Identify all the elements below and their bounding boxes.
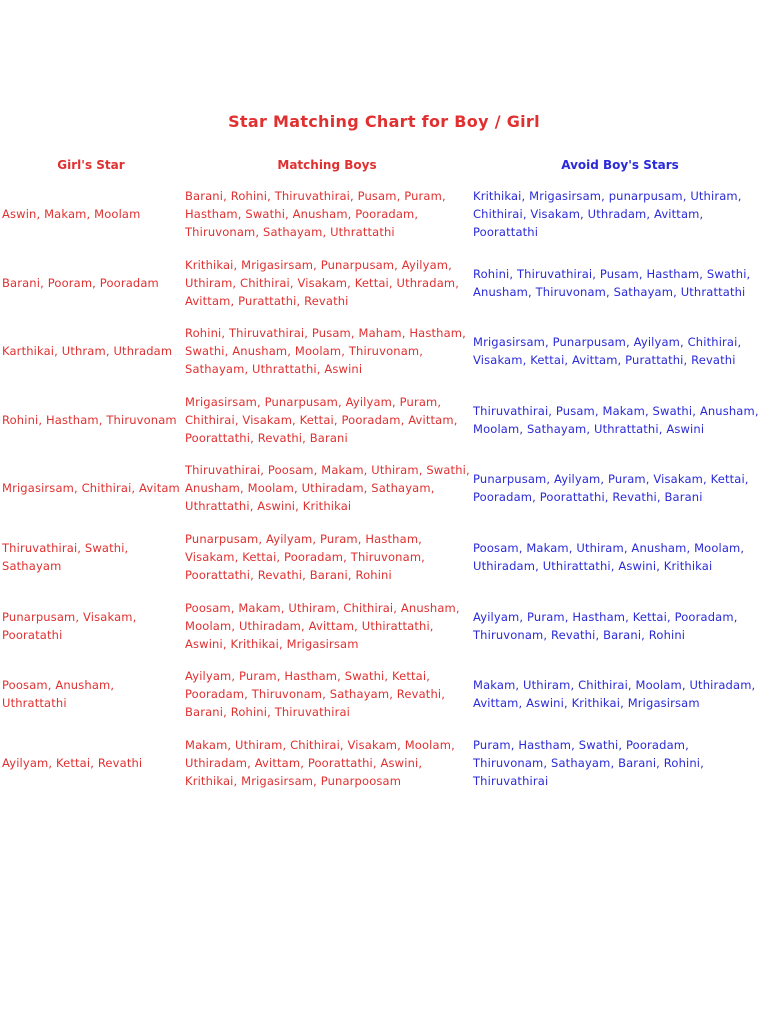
- girls-star-cell: Barani, Pooram, Pooradam: [2, 275, 159, 290]
- avoid-boys-cell: Rohini, Thiruvathirai, Pusam, Hastham, Swathi, Anusham, Thiruvonam, Sathayam, Uthrattathi: [473, 266, 751, 299]
- matching-boys-cell: Poosam, Makam, Uthiram, Chithirai, Anusham, Moolam, Uthiradam, Avittam, Uthirattathi, Aswini, Krithikai, Mrigasirsam: [185, 600, 460, 651]
- header-matching-boys: Matching Boys: [277, 158, 377, 172]
- girls-star-cell: Ayilyam, Kettai, Revathi: [2, 755, 143, 770]
- table-row: [0, 386, 768, 454]
- table-row: [0, 180, 768, 248]
- table-row: [0, 729, 768, 797]
- avoid-boys-cell: Mrigasirsam, Punarpusam, Ayilyam, Chithirai, Visakam, Kettai, Avittam, Purattathi, Revathi: [473, 335, 742, 368]
- matching-boys-cell: Ayilyam, Puram, Hastham, Swathi, Kettai, Pooradam, Thiruvonam, Sathayam, Revathi, Barani, Rohini, Thiruvathirai: [185, 669, 446, 720]
- table-row: [0, 249, 768, 317]
- avoid-boys-cell: Punarpusam, Ayilyam, Puram, Visakam, Kettai, Pooradam, Poorattathi, Revathi, Barani: [473, 472, 749, 505]
- avoid-boys-cell: Krithikai, Mrigasirsam, punarpusam, Uthiram, Chithirai, Visakam, Uthradam, Avittam, Poorattathi: [473, 189, 742, 239]
- avoid-boys-cell: Makam, Uthiram, Chithirai, Moolam, Uthiradam, Avittam, Aswini, Krithikai, Mrigasirsam: [473, 678, 756, 711]
- table-row: [0, 523, 768, 591]
- table-row: [0, 454, 768, 522]
- star-matching-table: [0, 180, 768, 797]
- girls-star-cell: Aswin, Makam, Moolam: [2, 207, 141, 221]
- matching-boys-cell: Punarpusam, Ayilyam, Puram, Hastham, Visakam, Kettai, Pooradam, Thiruvonam, Poorattathi, Revathi, Barani, Rohini: [185, 531, 425, 582]
- matching-boys-cell: Krithikai, Mrigasirsam, Punarpusam, Ayilyam, Uthiram, Chithirai, Visakam, Kettai, Uthradam, Avittam, Purattathi, Revathi: [185, 257, 460, 308]
- girls-star-cell: Mrigasirsam, Chithirai, Avitam: [2, 481, 180, 496]
- table-row: [0, 317, 768, 385]
- matching-boys-cell: Mrigasirsam, Punarpusam, Ayilyam, Puram, Chithirai, Visakam, Kettai, Pooradam, Avittam, Poorattathi, Revathi, Barani: [185, 394, 458, 445]
- girls-star-cell: Thiruvathirai, Swathi, Sathayam: [2, 540, 129, 573]
- matching-boys-cell: Makam, Uthiram, Chithirai, Visakam, Moolam, Uthiradam, Avittam, Poorattathi, Aswini, Krithikai, Mrigasirsam, Punarpoosam: [185, 737, 455, 788]
- girls-star-cell: Punarpusam, Visakam, Pooratathi: [2, 609, 137, 642]
- avoid-boys-cell: Poosam, Makam, Uthiram, Anusham, Moolam, Uthiradam, Uthirattathi, Aswini, Krithikai: [473, 540, 745, 573]
- matching-boys-cell: Thiruvathirai, Poosam, Makam, Uthiram, Swathi, Anusham, Moolam, Uthiradam, Sathayam, Uthrattathi, Aswini, Krithikai: [185, 463, 470, 514]
- table-row: [0, 660, 768, 728]
- girls-star-cell: Poosam, Anusham, Uthrattathi: [2, 678, 115, 711]
- avoid-boys-cell: Puram, Hastham, Swathi, Pooradam, Thiruvonam, Sathayam, Barani, Rohini, Thiruvathirai: [473, 737, 704, 788]
- avoid-boys-cell: Thiruvathirai, Pusam, Makam, Swathi, Anusham, Moolam, Sathayam, Uthrattathi, Aswini: [473, 403, 759, 436]
- avoid-boys-cell: Ayilyam, Puram, Hastham, Kettai, Pooradam, Thiruvonam, Revathi, Barani, Rohini: [473, 609, 738, 642]
- header-avoid-boys: Avoid Boy's Stars: [561, 158, 679, 172]
- table-row: [0, 592, 768, 660]
- girls-star-cell: Rohini, Hastham, Thiruvonam: [2, 412, 177, 427]
- matching-boys-cell: Barani, Rohini, Thiruvathirai, Pusam, Puram, Hastham, Swathi, Anusham, Pooradam, Thiruvonam, Sathayam, Uthrattathi: [185, 189, 446, 239]
- header-girls-star: Girl's Star: [57, 158, 125, 172]
- girls-star-cell: Karthikai, Uthram, Uthradam: [2, 344, 173, 359]
- page-title: Star Matching Chart for Boy / Girl: [228, 112, 540, 131]
- matching-boys-cell: Rohini, Thiruvathirai, Pusam, Maham, Hastham, Swathi, Anusham, Moolam, Thiruvonam, Sathayam, Uthrattathi, Aswini: [185, 326, 466, 377]
